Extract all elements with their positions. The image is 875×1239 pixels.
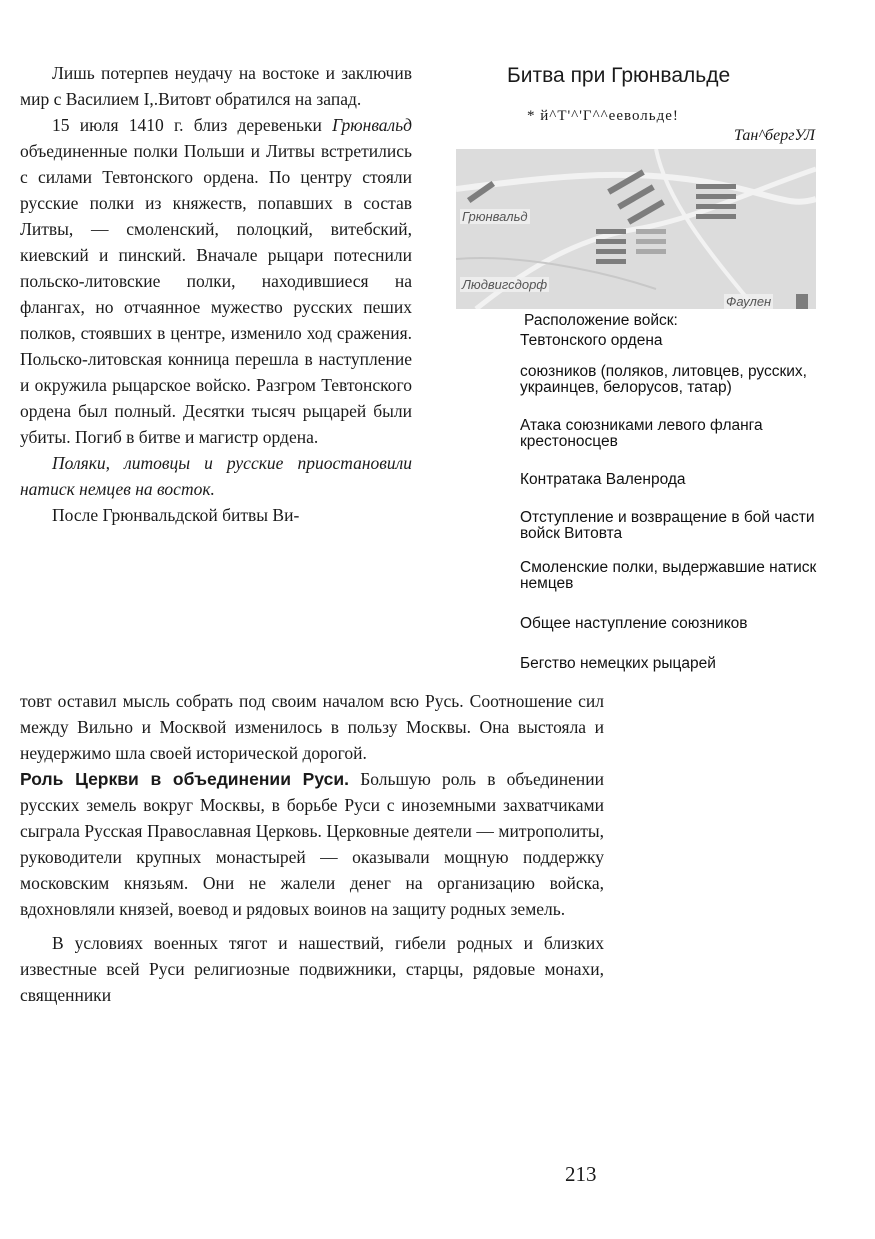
legend-item: Смоленские полки, выдержавшие натиск немцев <box>520 559 817 592</box>
paragraph-hardships: В условиях военных тягот и нашествий, гибели родных и близких известные всей Руси религиозные подвижники, старцы, рядовые монахи, священники <box>20 933 604 1005</box>
map-label-grunwald: Грюнвальд <box>462 209 528 224</box>
legend-heading: Расположение войск: <box>524 312 678 329</box>
legend-item: Бегство немецких рыцарей <box>520 655 716 672</box>
paragraph-after-battle-start: После Грюнвальдской битвы Ви- <box>52 505 300 525</box>
map-panel <box>455 60 850 672</box>
map-label-faulen: Фаулен <box>726 294 772 309</box>
legend-item: Отступление и возвращение в бой части войск Витовта <box>520 509 815 542</box>
legend-item: Тевтонского ордена <box>520 332 663 349</box>
battle-description: объединенные полки Польши и Литвы встретились с силами Тевтонского ордена. По центру стояли русские полки из княжеств, попавших в состав Литвы, — смоленский, полоцкий, витебский, киевский и пинский. Вначале рыцари потеснили польско-литовские полки, находившиеся на флангах, но отчаянное мужество русских пеших полков, стоявших в центре, изменило ход сражения. Польско-литовская конница перешла в наступление и окружила рыцарское войско. Разгром Тевтонского ордена был полный. Десятки тысяч рыцарей были убиты. Погиб в битве и магистр ордена. <box>20 141 412 447</box>
map-subtitle-garbled: * й^Т'^'Г^^еевольде! <box>527 108 679 124</box>
paragraph-intro: Лишь потерпев неудачу на востоке и заключив мир с Василием I,.Витовт обратился на запад. <box>20 63 412 109</box>
battle-date-text: 15 июля 1410 г. близ деревеньки <box>52 115 333 135</box>
paragraph-after-battle-cont: товт оставил мысль собрать под своим началом всю Русь. Соотношение сил между Вильно и Москвой изменилось в пользу Москвы. Она выстояла и неудержимо шла своей исторической дорогой. <box>20 691 604 763</box>
church-text: Большую роль в объединении русских земель вокруг Москвы, в борьбе Руси с иноземными захватчиками сыграла Русская Православная Церковь. Церковные деятели — митрополиты, руководители крупных монастырей — оказывали мощную поддержку московским князьям. Они не жалели денег на организацию войска, вдохновляли князей, воевод и рядовых воинов на защиту родных земель. <box>20 769 604 919</box>
paragraph-church <box>20 766 604 922</box>
left-column <box>20 60 412 528</box>
wide-text <box>20 688 604 1008</box>
battle-map <box>456 149 816 309</box>
legend-item: Атака союзниками левого фланга крестоносцев <box>520 417 763 450</box>
map-legend <box>520 313 850 672</box>
section-heading-church: Роль Церкви в объединении Руси. <box>20 769 349 789</box>
map-label-ludwigsdorf: Людвигсдорф <box>462 277 548 292</box>
page-number: 213 <box>565 1162 597 1186</box>
legend-item: Контратака Валенрода <box>520 471 686 488</box>
map-subtitle-tannenberg: Тан^бергУЛ <box>734 127 815 144</box>
map-title: Битва при Грюнвальде <box>507 64 731 87</box>
legend-item: Общее наступление союзников <box>520 615 748 632</box>
legend-item: союзников (поляков, литовцев, русских, украинцев, белорусов, татар) <box>520 363 807 396</box>
paragraph-battle <box>20 112 412 450</box>
paragraph-conclusion: Поляки, литовцы и русские приостановили натиск немцев на восток. <box>20 453 412 499</box>
place-grunwald: Грюнвальд <box>332 115 412 135</box>
